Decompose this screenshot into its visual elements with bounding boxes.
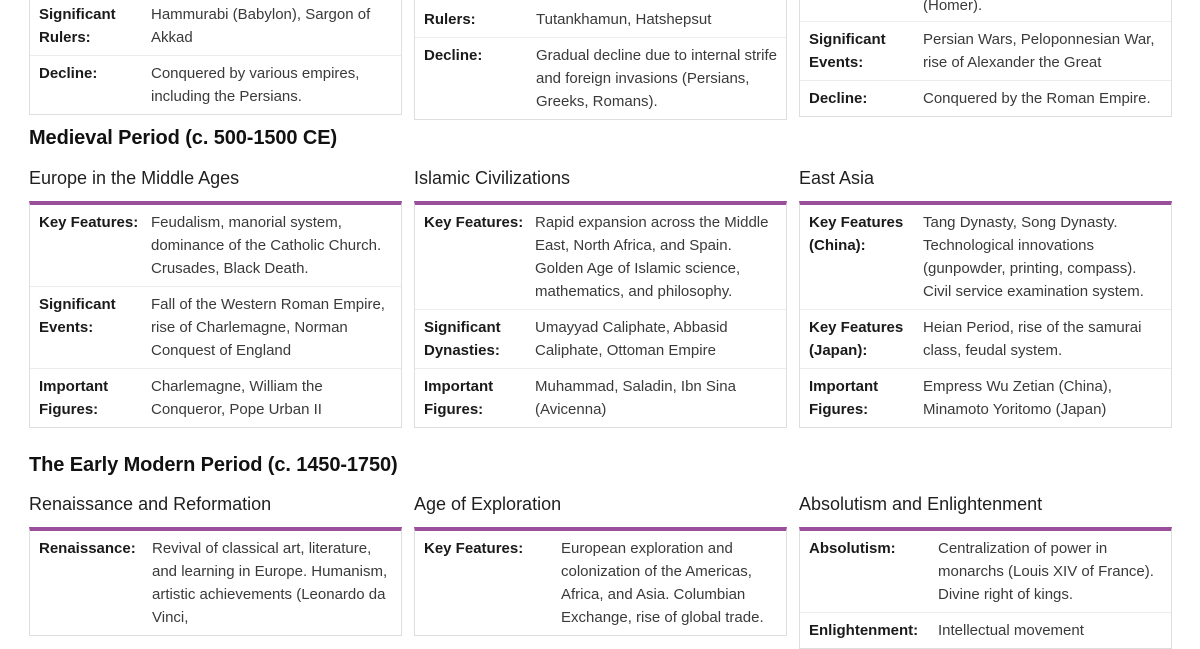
renaissance-heading: Renaissance and Reformation	[29, 494, 272, 514]
row-key: Key Features (Japan):	[809, 319, 904, 359]
table-row	[30, 286, 401, 368]
row-value: Feudalism, manorial system, dominance of the Catholic Church. Crusades, Black Death.	[151, 214, 382, 277]
table-row	[415, 368, 786, 427]
row-value: Persian Wars, Peloponnesian War, rise of Alexander the Great	[923, 31, 1155, 71]
table-row	[800, 531, 1171, 612]
row-key: Important Figures:	[809, 378, 879, 418]
row-key: Key Features:	[424, 540, 524, 557]
greece-table	[799, 0, 1172, 117]
row-value: Gradual decline due to internal strife and foreign invasions (Persians, Greeks, Romans).	[536, 47, 777, 110]
table-row	[800, 368, 1171, 427]
row-value: Tutankhamun, Hatshepsut	[536, 11, 712, 28]
row-key: Key Features (China):	[809, 214, 904, 254]
row-value: (Homer).	[923, 0, 983, 14]
table-row	[800, 80, 1171, 116]
row-key: Significant Dynasties:	[424, 319, 501, 359]
row-key: Rulers:	[424, 11, 476, 28]
row-key: Key Features:	[424, 214, 524, 231]
exploration-column	[414, 491, 787, 636]
europe-table	[29, 201, 402, 428]
row-value: Umayyad Caliphate, Abbasid Caliphate, Ottoman Empire	[535, 319, 728, 359]
table-row	[800, 612, 1171, 648]
row-value: Conquered by various empires, including the Persians.	[151, 65, 360, 105]
row-value: Revival of classical art, literature, and learning in Europe. Humanism, artistic achievements (Leonardo da Vinci,	[152, 540, 388, 626]
table-row	[415, 205, 786, 309]
islamic-column	[414, 165, 787, 428]
table-row	[415, 37, 786, 119]
europe-heading: Europe in the Middle Ages	[29, 168, 240, 188]
table-row	[415, 0, 786, 37]
row-key: Significant Events:	[809, 31, 886, 71]
row-value: Charlemagne, William the Conqueror, Pope Urban II	[151, 378, 323, 418]
row-value: Hammurabi (Babylon), Sargon of Akkad	[151, 6, 371, 46]
row-key: Decline:	[39, 65, 98, 82]
absolutism-heading: Absolutism and Enlightenment	[799, 494, 1043, 514]
medieval-period-heading: Medieval Period (c. 500-1500 CE)	[29, 127, 338, 149]
row-key: Important Figures:	[424, 378, 494, 418]
row-value: Fall of the Western Roman Empire, rise of Charlemagne, Norman Conquest of England	[151, 296, 385, 359]
row-value: Centralization of power in monarchs (Louis XIV of France). Divine right of kings.	[938, 540, 1154, 603]
renaissance-column	[29, 491, 402, 636]
eastasia-column	[799, 165, 1172, 428]
row-key: Key Features:	[39, 214, 139, 231]
row-key: Decline:	[809, 90, 868, 107]
table-row	[30, 531, 401, 635]
greece-column	[799, 0, 1172, 117]
mesopotamia-column	[29, 0, 402, 115]
table-row	[800, 205, 1171, 309]
row-value: Intellectual movement	[938, 622, 1084, 639]
row-value: Rapid expansion across the Middle East, North Africa, and Spain. Golden Age of Islamic science, mathematics, and philosophy.	[535, 214, 769, 300]
row-key	[800, 0, 923, 17]
row-key: Absolutism:	[809, 540, 896, 557]
table-row	[800, 21, 1171, 80]
table-row	[800, 309, 1171, 368]
table-row	[30, 0, 401, 55]
row-key: Renaissance:	[39, 540, 136, 557]
absolutism-table	[799, 527, 1172, 649]
islamic-heading: Islamic Civilizations	[414, 168, 571, 188]
table-row	[800, 0, 1171, 21]
egypt-table	[414, 0, 787, 120]
row-value: Heian Period, rise of the samurai class, feudal system.	[923, 319, 1142, 359]
exploration-table	[414, 527, 787, 636]
row-value: Tang Dynasty, Song Dynasty. Technological innovations (gunpowder, printing, compass). Civil service examination system.	[923, 214, 1144, 300]
europe-column	[29, 165, 402, 428]
egypt-column	[414, 0, 787, 120]
mesopotamia-table	[29, 0, 402, 115]
row-key: Significant Events:	[39, 296, 116, 336]
row-value: Muhammad, Saladin, Ibn Sina (Avicenna)	[535, 378, 736, 418]
renaissance-table	[29, 527, 402, 636]
row-value: Conquered by the Roman Empire.	[923, 90, 1151, 107]
row-value: European exploration and colonization of the Americas, Africa, and Asia. Columbian Exchange, rise of global trade.	[561, 540, 764, 626]
exploration-heading: Age of Exploration	[414, 494, 562, 514]
row-key: Significant Rulers:	[39, 6, 116, 46]
table-row	[30, 55, 401, 114]
table-row	[415, 531, 786, 635]
row-key: Important Figures:	[39, 378, 109, 418]
table-row	[30, 205, 401, 286]
table-row	[30, 368, 401, 427]
row-value: Empress Wu Zetian (China), Minamoto Yoritomo (Japan)	[923, 378, 1112, 418]
table-row	[415, 309, 786, 368]
row-key: Enlightenment:	[809, 622, 919, 639]
eastasia-table	[799, 201, 1172, 428]
islamic-table	[414, 201, 787, 428]
early-modern-period-heading: The Early Modern Period (c. 1450-1750)	[29, 454, 398, 476]
eastasia-heading: East Asia	[799, 168, 875, 188]
row-key: Decline:	[424, 47, 483, 64]
absolutism-column	[799, 491, 1172, 649]
